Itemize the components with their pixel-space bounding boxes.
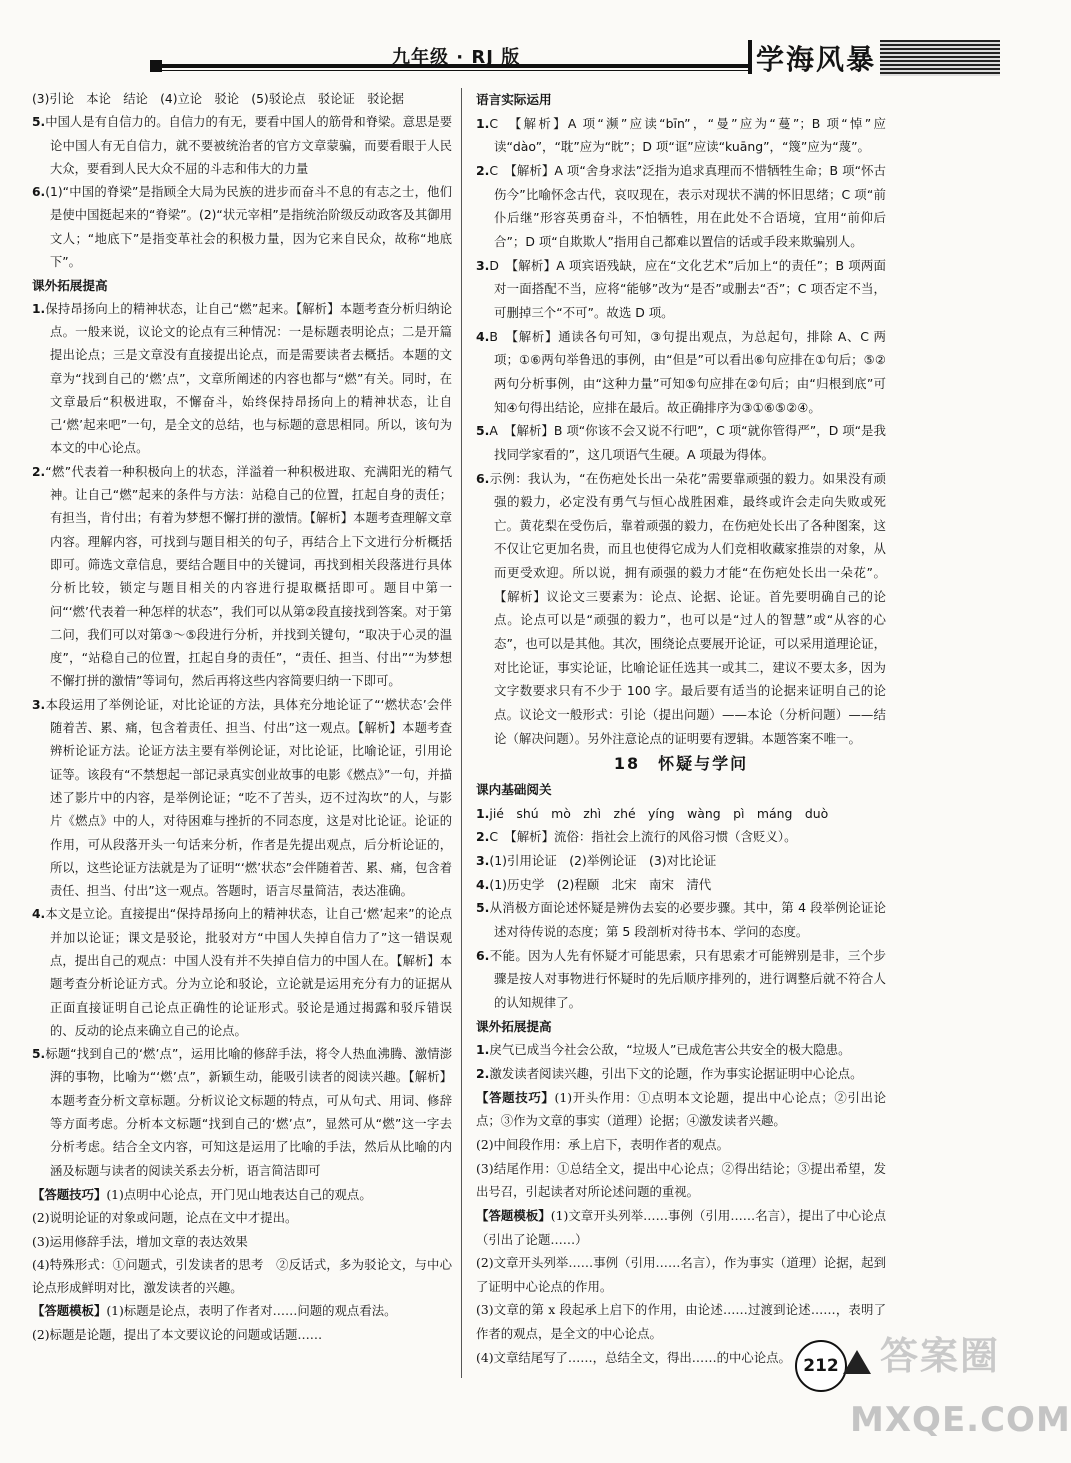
answer-item: [32, 111, 452, 181]
answer-number: 5.: [476, 900, 490, 916]
tip-text: (3)文章的第 x 段起承上启下的作用，由论述……过渡到论述……，表明了作者的观点，是全文的中心论点。: [476, 1302, 886, 1342]
answer-text: 不能。因为人先有怀疑才可能思索，只有思索才可能辨别是非，三个步骤是按人对事物进行怀疑时的先后顺序排列的，进行调整后就不符合人的认知规律了。: [489, 947, 886, 1010]
answer-item: [476, 325, 886, 420]
answer-number: 1.: [32, 301, 46, 316]
answer-item: [476, 802, 886, 826]
grade-edition-title: 九年级 · RJ 版: [392, 47, 521, 68]
tip-text: (3)结尾作用：①总结全文，提出中心论点；②得出结论；③提出希望，发出号召，引起读者对所论述问题的重视。: [476, 1160, 886, 1200]
answer-text: jié shú mò zhì zhé yíng wàng pì máng duò: [489, 805, 829, 821]
answer-number: 3.: [476, 853, 490, 868]
tip-text: (4)特殊形式：①问题式，引发读者的思考 ②反话式，多为驳论文，与中心论点形成鲜明对比，激发读者的兴趣。: [32, 1256, 452, 1296]
tip-line: [32, 1299, 452, 1322]
answer-text: C 【解析】A 项“舍身求法”泛指为追求真理而不惜牺牲生命；B 项“怀古伤今”比喻怀念古代，哀叹现在，表示对现状不满的怀旧思绪；C 项“前仆后继”形容英勇奋斗，不怕牺牲，用在此处不合语境，宜用“前仰后合”；D 项“自欺欺人”指用自己都难以置信的话或手段来欺骗别人。: [489, 162, 886, 249]
tip-text: (2)标题是论题，提出了本文要议论的问题或话题……: [32, 1326, 323, 1342]
answer-number: 6.: [476, 470, 490, 486]
answer-text: 标题“找到自己的‘燃’点”，运用比喻的修辞手法，将令人热血沸腾、激情澎湃的事物，比喻为“‘燃’点”，新颖生动，能吸引读者的阅读兴趣。【解析】本题考查分析文章标题。分析议论文标题的特点，可从句式、用词、修辞等方面考虑。分析本文标题“找到自己的‘燃’点”，显然可从“燃”这一字去分析考虑。结合全文内容，可知这是运用了比喻的手法，然后从比喻的内涵及标题与读者的阅读关系去分析，语言简洁即可: [45, 1047, 452, 1178]
section-heading: 课外拓展提高: [32, 278, 108, 294]
answer-item: [32, 181, 452, 274]
tip-line: [32, 1323, 452, 1346]
answer-number: 4.: [476, 876, 490, 892]
answer-item: [476, 1038, 886, 1062]
answer-text: A 【解析】B 项“你该不会又说不行吧”，C 项“就你管得严”，D 项“是我找同学家看的”，这几项语气生硬。A 项最为得体。: [489, 423, 886, 462]
section-heading: 课外拓展提高: [476, 1018, 552, 1034]
answer-item: [476, 467, 886, 751]
answer-number: 6.: [32, 185, 46, 200]
tip-text: (1)点明中心论点，开门见山地表达自己的观点。: [106, 1186, 372, 1202]
answer-text: D 【解析】A 项宾语残缺，应在“文化艺术”后加上“的责任”；B 项两面对一面搭配不当，应将“能够”改为“是否”或删去“否”；C 项否定不当，可删掉三个“不可”。故选 D 项。: [489, 257, 886, 320]
section-heading: 课内基础阅关: [476, 782, 552, 798]
tip-text: (4)文章结尾写了……，总结全文，得出……的中心论点。: [476, 1349, 791, 1365]
answer-text: 示例：我认为，“在伤疤处长出一朵花”需要靠顽强的毅力。如果没有顽强的毅力，必定没有勇气与恒心战胜困难，最终或许会走向失败或死亡。黄花梨在受伤后，靠着顽强的毅力，在伤疤处长出了各种图案，这不仅让它更加名贵，而且也使得它成为人们竞相收藏家推崇的对象，从而更受欢迎。所以说，拥有顽强的毅力才能“在伤疤处长出一朵花”。【解析】议论文三要素为：论点、论据、论证。首先要明确自己的论点。论点可以是“顽强的毅力”，也可以是“过人的智慧”或“从容的心态”，也可以是其他。其次，围绕论点要展开论证，可以采用道理论证，对比论证，事实论证，比喻论证任选其一或其二，建议不要太多，因为文字数要求只有不少于 100 字。最后要有适当的论据来证明自己的论点。议论文一般形式：引论（提出问题）——本论（分析问题）——结论（解决问题）。另外注意论点的证明要有逻辑。本题答案不唯一。: [489, 470, 887, 746]
answer-item: [32, 694, 452, 904]
answer-number: 1.: [476, 805, 490, 821]
answer-item: [476, 896, 886, 943]
page-header: [0, 0, 1000, 100]
answer-number: 5.: [32, 1047, 46, 1062]
answer-item: [32, 1043, 452, 1183]
tip-line: [476, 1204, 886, 1251]
tip-tag: 【答题技巧】: [476, 1089, 555, 1105]
answer-item: [476, 112, 886, 159]
answer-number: 2.: [476, 162, 490, 178]
answer-number: 1.: [476, 115, 490, 131]
tip-text: (1)开头作用：①点明本文论题，提出中心论点；②引出论点；③作为文章的事实（道理）论据；④激发读者兴趣。: [476, 1089, 887, 1129]
answer-number: 4.: [476, 328, 490, 344]
left-column: [32, 88, 452, 1346]
tip-text: (2)说明论证的对象或问题，论点在文中才提出。: [32, 1210, 298, 1226]
tip-tag: 【答题技巧】: [32, 1186, 107, 1202]
tip-line: [32, 1183, 452, 1206]
answer-text: (1)引用论证 (2)举例论证 (3)对比论证: [489, 853, 717, 868]
answer-number: 5.: [32, 115, 46, 130]
brand-logo: 学海风暴: [756, 43, 877, 76]
answer-text: C 【解析】流俗：指社会上流行的风俗习惯（含贬义）。: [489, 829, 797, 845]
tip-text: (2)中间段作用：承上启下，表明作者的观点。: [476, 1136, 729, 1152]
answer-item: [476, 849, 886, 873]
column-divider: [461, 88, 462, 1378]
answer-text: 从消极方面论述怀疑是辨伪去妄的必要步骤。其中，第 4 段举例论证论述对待传说的态度；第 5 段剖析对待书本、学问的态度。: [489, 900, 886, 939]
watermark-url: MXQE.COM: [850, 1400, 1071, 1440]
answer-text: 戾气已成当今社会公敌，“垃圾人”已成危害公共安全的极大隐患。: [489, 1042, 851, 1058]
answer-text: 保持昂扬向上的精神状态，让自己“燃”起来。【解析】本题考查分析归纳论点。一般来说，议论文的论点有三种情况：一是标题表明论点；二是开篇提出论点；三是文章没有直接提出论点，而是需要读者去概括。本题的文章为“找到自己的‘燃’点”，文章所阐述的内容也都与“燃”有关。同时，在文章最后“积极进取，不懈奋斗，始终保持昂扬向上的精神状态，让自己‘燃’起来吧”一句，是全文的总结，也与标题的意思相同。所以，该句为本文的中心论点。: [45, 301, 452, 456]
answer-item: [476, 159, 886, 254]
tip-line: [476, 1298, 886, 1345]
header-block-mark: [150, 60, 162, 72]
answer-number: 6.: [476, 947, 490, 963]
tip-line: [476, 1133, 886, 1157]
answer-item: [476, 944, 886, 1015]
answer-number: 4.: [32, 907, 46, 922]
lesson-title: [476, 752, 886, 776]
tip-text: (3)运用修辞手法，增加文章的表达效果: [32, 1233, 248, 1249]
answer-item: [32, 903, 452, 1043]
answer-number: 2.: [476, 829, 490, 845]
answer-number: 1.: [476, 1042, 490, 1058]
answer-text: 中国人是有自信力的。自信力的有无，要看中国人的筋骨和脊梁。意思是要论中国人有无自信力，就不要被统治者的官方文章蒙骗，而要看眼于人民大众，要看到人民大众不屈的斗志和伟大的力量: [45, 115, 452, 176]
header-rule-thin: [162, 70, 752, 71]
tip-line: [32, 1253, 452, 1300]
answer-number: 2.: [32, 464, 46, 479]
header-divider-bar: [748, 40, 752, 74]
lesson-number: 18: [613, 754, 641, 774]
answer-text: 本文是立论。直接提出“保持昂扬向上的精神状态，让自己‘燃’起来”的论点并加以论证；课文是驳论，批驳对方“中国人失掉自信力了”这一错误观点，提出自己的观点：中国人没有并不失掉自信力的中国人在。【解析】本题考查分析论证方式。分为立论和驳论，立论就是运用充分有力的证据从正面直接证明自己论点正确性的论证形式。驳论是通过揭露和驳斥错误的、反动的论点来确立自己的论点。: [45, 907, 452, 1038]
tip-line: [476, 1086, 886, 1133]
answer-text: C 【解析】A 项“濒”应读“bīn”，“曼”应为“蔓”；B 项“悼”应读“dào”，“耽”应为“眈”；D 项“诓”应读“kuāng”，“篾”应为“蔑”。: [489, 115, 886, 155]
answer-item: [32, 461, 452, 694]
answer-number: 3.: [32, 697, 46, 712]
tip-line: [32, 1206, 452, 1229]
watermark-logo: 答案圈: [880, 1334, 1001, 1378]
tip-tag: 【答题模板】: [476, 1207, 551, 1223]
page-number: 212: [795, 1340, 847, 1392]
answer-number: 5.: [476, 423, 490, 439]
tip-tag: 【答题模板】: [32, 1303, 107, 1319]
answer-text: “燃”代表着一种积极向上的状态，洋溢着一种积极进取、充满阳光的精气神。让自己“燃”起来的条件与方法：站稳自己的位置，扛起自身的责任；有担当，肯付出；有着为梦想不懈打拼的激情。【解析】本题考查理解文章内容。理解内容，可找到与题目相关的句子，再结合上下文进行分析概括即可。筛选文章信息，要结合题目中的关键词，再找到相关段落进行具体分析比较，锁定与题目相关的内容进行提取概括即可。题目中第一问“‘燃’代表着一种怎样的状态”，我们可以从第②段直接找到答案。对于第二问，我们可以对第③～⑤段进行分析，并找到关键句，“取决于心灵的温度”，“站稳自己的位置，扛起自身的责任”，“责任、担当、付出”“为梦想不懈打拼的激情”等词句，然后再将这些内容简要归纳一下即可。: [45, 464, 452, 689]
answer-item: [32, 298, 452, 461]
answer-item: [32, 88, 452, 111]
lesson-name: 怀疑与学问: [658, 754, 749, 774]
tip-text: (2)文章开头列举……事例（引用……名言），作为事实（道理）论据，起到了证明中心论点的作用。: [476, 1255, 886, 1294]
answer-text: B 【解析】通读各句可知，③句提出观点，为总起句，排除 A、C 两项；①⑥两句举鲁迅的事例，由“但是”可以看出⑥句应排在①句后；⑤②两句分析事例，由“这种力量”可知⑤句应排在②句后；由“归根到底”可知④句得出结论，应排在最后。故正确排序为③①⑥⑤②④。: [489, 328, 886, 415]
tip-line: [32, 1230, 452, 1253]
answer-item: [476, 419, 886, 466]
answer-item: [476, 825, 886, 849]
header-stripes-decoration: [880, 40, 1000, 76]
answer-text: (3)引论 本论 结论 (4)立论 驳论 (5)驳论点 驳论证 驳论据: [32, 92, 404, 106]
answer-item: [476, 254, 886, 325]
tip-line: [476, 1251, 886, 1298]
triangle-icon: [843, 1350, 871, 1374]
answer-item: [476, 1062, 886, 1086]
answer-text: 激发读者阅读兴趣，引出下文的论题，作为事实论据证明中心论点。: [489, 1065, 863, 1081]
section-heading: 语言实际运用: [476, 92, 552, 107]
answer-number: 3.: [476, 257, 490, 273]
tip-text: (1)标题是论点，表明了作者对……问题的观点看法。: [106, 1303, 397, 1319]
tip-line: [476, 1157, 886, 1204]
answer-item: [476, 873, 886, 897]
answer-number: 2.: [476, 1065, 490, 1081]
answer-text: (1)历史学 (2)程颐 北宋 南宋 清代: [489, 876, 712, 892]
right-column: [476, 88, 886, 1369]
answer-text: 本段运用了举例论证，对比论证的方法，具体充分地论证了“‘燃状态’会伴随着苦、累、痛，包含着责任、担当、付出”这一观点。【解析】本题考查辨析论证方法。论证方法主要有举例论证，对比论证，比喻论证，引用论证等。该段有“不禁想起一部记录真实创业故事的电影《燃点》”一句，并描述了影片中的内容，是举例论证；“吃不了苦头，迈不过沟坎”的人，与影片《燃点》中的人，对待困难与挫折的不同态度，这是对比论证。论证的作用，可从段落开头一句话来分析，作者是先提出观点，后分析论证的，所以，这些论证方法就是为了证明“‘燃’状态”会伴随着苦、累、痛，包含着责任、担当、付出”这一观点。答题时，语言尽量简洁，表达准确。: [45, 697, 452, 899]
tip-text: (1)文章开头列举……事例（引用……名言），提出了中心论点（引出了论题……）: [476, 1207, 887, 1247]
answer-text: (1)“中国的脊梁”是指顾全大局为民族的进步而奋斗不息的有志之士，他们是使中国挺起来的“脊梁”。(2)“状元宰相”是指统治阶级反动政客及其御用文人；“地底下”是指变革社会的积极力量，因为它来自民众，故称“地底下”。: [45, 185, 452, 270]
